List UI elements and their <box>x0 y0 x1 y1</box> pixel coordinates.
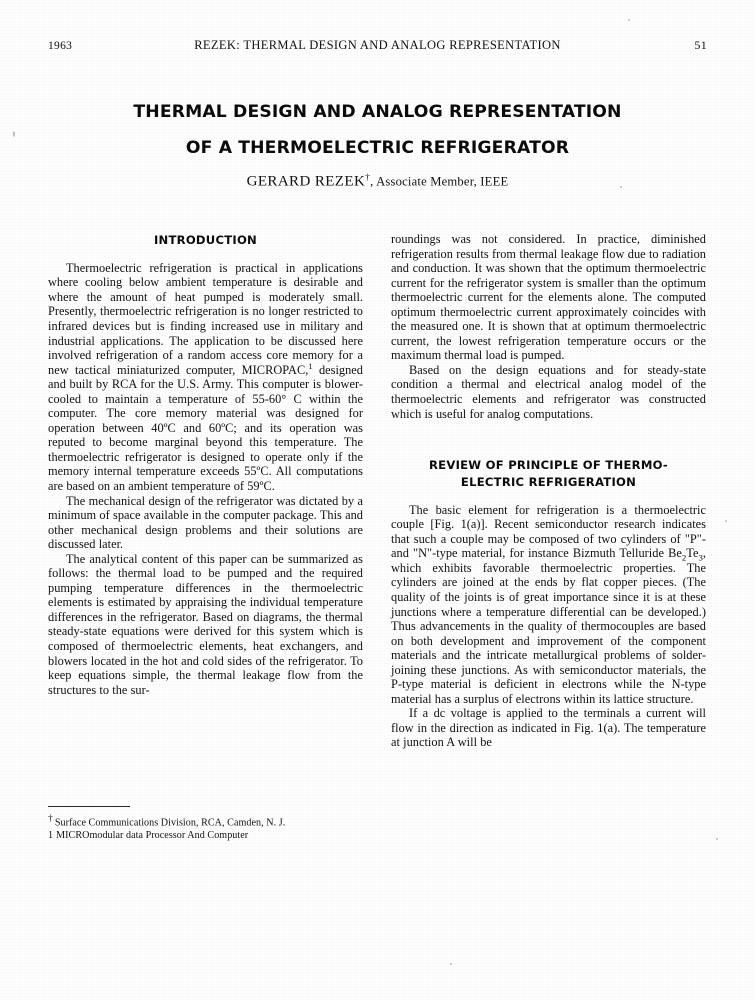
footnote-line-dagger <box>48 813 363 830</box>
paragraph-text: designed and built by RCA for the U.S. Army. This computer is blower-cooled to maintain a temperature of 55-60° C within the computer. The core memory material was designed for operation between 40ºC and 60ºC; and its operation was reputed to become marginal beyond this temperature. The thermoelectric refrigerator is designed to operate only if the memory internal temperature exceeds 55ºC. All computations are based on an ambient temperature of 59ºC. <box>48 362 363 493</box>
author-name: GERARD REZEK <box>246 173 366 190</box>
scan-speck <box>450 963 452 965</box>
footnote-block <box>48 806 363 843</box>
paragraph-text: Thermoelectric refrigeration is practical in applications where cooling below ambient temperature is desirable and where the amount of heat pumped is moderately small. Presently, thermoelectric refrigeration is no longer restricted to infrared devices but is finding increased use in military and industrial applications. The application to be discussed here involved refrigeration of a random access core memory for a new tactical miniaturized computer, MICROPAC, <box>48 260 363 377</box>
footnote-text: MICROmodular data Processor And Computer <box>56 829 249 841</box>
footnote-text: Surface Communications Division, RCA, Camden, N. J. <box>54 817 286 829</box>
section-heading-line-1: REVIEW OF PRINCIPLE OF THERMO- <box>429 458 668 473</box>
paragraph-text: Te <box>686 546 699 561</box>
scan-speck <box>13 131 15 137</box>
scan-speck <box>628 19 630 21</box>
paragraph-text: , which exhibits favorable thermoelectric properties. The cylinders are joined at the ends by flat copper pieces. (The quality of the joints is of great importance since it is at these junctions where a temperature differential can be developed.) Thus advancements in the quality of thermocouples are based on both development and improvement of the component materials and the intricate metallurgical problems of solder-joining these junctions. As with semiconductor materials, the P-type material is deficient in electrons while the N-type material has a surplus of electrons within its lattice structure. <box>391 546 706 706</box>
paper-title-line-2: OF A THERMOELECTRIC REFRIGERATOR <box>185 138 570 159</box>
right-column <box>391 232 706 750</box>
footnote-rule <box>48 806 130 807</box>
footnote-line-numbered <box>48 830 363 843</box>
scan-speck <box>716 838 718 840</box>
author-byline <box>48 173 707 191</box>
author-affiliation: , Associate Member, IEEE <box>370 174 509 189</box>
paragraph-text: The basic element for refrigeration is a thermoelectric couple [Fig. 1(a)]. Recent semiconductor research indicates that such a couple may be composed of two cylinders of "P"- and "N"-type material, for instance Bizmuth Telluride Be <box>391 502 706 561</box>
body-columns <box>48 232 707 750</box>
running-head <box>48 38 707 56</box>
paragraph <box>48 261 363 494</box>
paper-title-line-1: THERMAL DESIGN AND ANALOG REPRESENTATION <box>133 102 622 122</box>
section-heading-introduction: INTRODUCTION <box>153 233 258 247</box>
footnote-reference: 1 <box>308 360 313 371</box>
paragraph <box>391 503 706 707</box>
footnote-marker-number: 1 <box>48 829 54 841</box>
author-footnote-marker: † <box>365 173 371 184</box>
page-number: 51 <box>694 38 707 52</box>
paragraph: The mechanical design of the refrigerator was dictated by a minimum of space available in the computer package. This and other mechanical design problems and their solutions are discussed later. <box>48 493 363 552</box>
left-column <box>48 232 363 750</box>
footnote-marker-dagger: † <box>48 814 53 824</box>
paragraph: If a dc voltage is applied to the terminals a current will flow in the direction as indicated in Fig. 1(a). The temperature at junction A will be <box>391 706 706 750</box>
paragraph: The analytical content of this paper can be summarized as follows: the thermal load to be pumped and the required pumping temperature differences in the thermoelectric elements is estimated by appraising the individual temperature differences in the refrigerator. Based on diagrams, the thermal steady-state equations were derived for this system which is composed of thermoelectric elements, heat exchangers, and blowers located in the hot and cold sides of the refrigerator. To keep equations simple, the thermal leakage flow from the structures to the sur- <box>48 551 363 697</box>
section-heading-review <box>391 457 706 491</box>
section-heading-line-2: ELECTRIC REFRIGERATION <box>460 474 637 489</box>
title-block <box>48 104 707 191</box>
running-head-title: REZEK: THERMAL DESIGN AND ANALOG REPRESENTATION <box>194 38 561 52</box>
paragraph: roundings was not considered. In practice, diminished refrigeration results from thermal leakage flow due to radiation and conduction. It was shown that the optimum thermoelectric current for the refrigerator system is smaller than the optimum thermoelectric current for the elements alone. The computed optimum thermoelectric current approximately coincides with the measured one. It is shown that at optimum thermoelectric current, the lowest refrigeration temperature occurs or the maximum thermal load is pumped. <box>391 232 706 363</box>
running-head-year: 1963 <box>48 40 73 52</box>
chemical-subscript: 3 <box>698 552 703 563</box>
chemical-subscript: 2 <box>681 552 687 563</box>
scan-speck <box>725 520 727 522</box>
paragraph: Based on the design equations and for steady-state condition a thermal and electrical analog model of the thermoelectric elements and refrigerator was constructed which is useful for analog computations. <box>391 362 706 421</box>
